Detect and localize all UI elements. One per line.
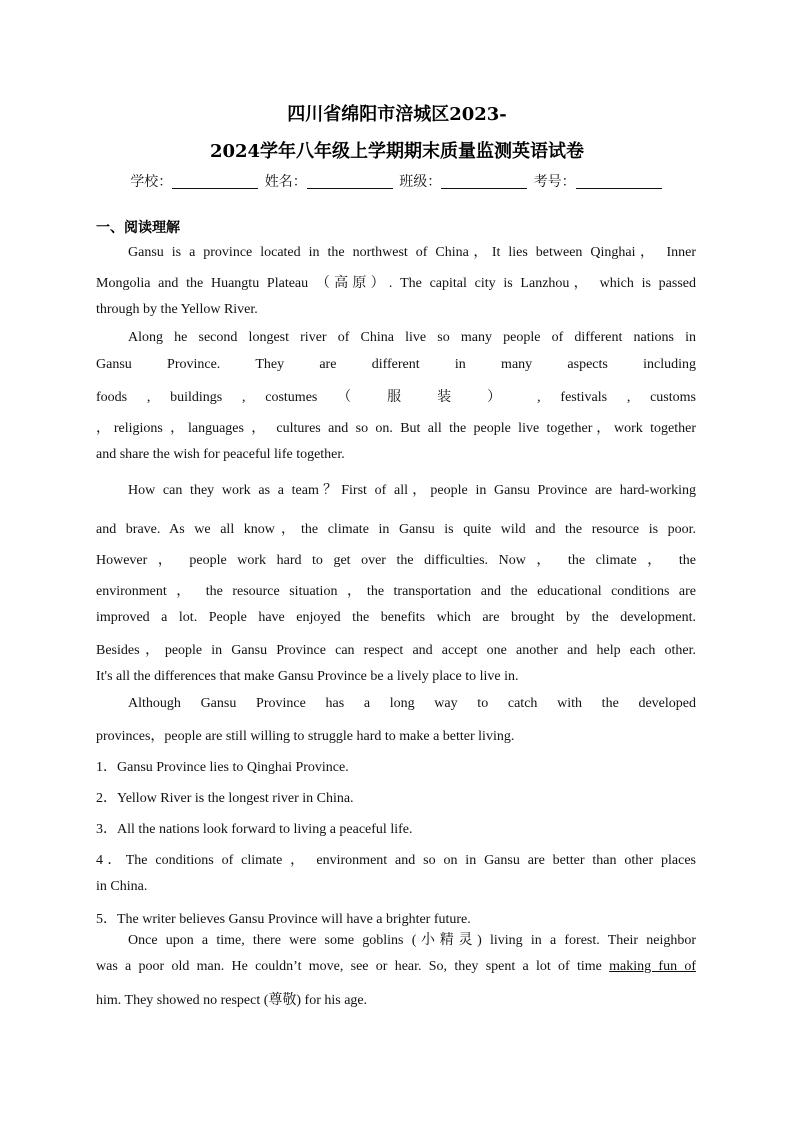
question-3: 3．All the nations look forward to living a peaceful life. bbox=[96, 822, 413, 837]
class-blank bbox=[441, 174, 527, 189]
name-blank bbox=[307, 174, 393, 189]
passage-line: Along he second longest river of China live so many people of different nations in bbox=[128, 330, 696, 345]
passage-line: It's all the differences that make Gansu Province be a lively place to live in. bbox=[96, 669, 519, 684]
passage2-line-1: Once upon a time, there were some goblins (小精灵) living in a forest. Their neighbor bbox=[128, 933, 696, 948]
question-4-continuation: in China. bbox=[96, 879, 148, 894]
student-info-row bbox=[0, 171, 794, 191]
passage-line: Mongolia and the Huangtu Plateau （高原）. The capital city is Lanzhou， which is passed bbox=[96, 276, 696, 291]
question-4: 4．The conditions of climate ， environment and so on in Gansu are better than other places bbox=[96, 853, 696, 868]
passage2-line-3: him. They showed no respect (尊敬) for his age. bbox=[96, 993, 368, 1008]
passage-line: and brave. As we all know，the climate in Gansu is quite wild and the resource is poor. bbox=[96, 522, 696, 537]
passage-line: Although Gansu Province has a long way to catch with the developed bbox=[128, 696, 696, 711]
class-label: 班级： bbox=[399, 174, 442, 190]
passage-line: Besides，people in Gansu Province can respect and accept one another and help each other. bbox=[96, 643, 696, 658]
passage-line: environment ， the resource situation ，the transportation and the educational conditions are bbox=[96, 584, 696, 599]
question-1: 1．Gansu Province lies to Qinghai Province. bbox=[96, 760, 349, 775]
passage-line: improved a lot. People have enjoyed the benefits which are brought by the development. bbox=[96, 610, 696, 625]
passage-line: provinces，people are still willing to struggle hard to make a better living. bbox=[96, 729, 515, 744]
passage-line: ，religions ，languages ， cultures and so on. But all the people live together，work together bbox=[96, 421, 696, 436]
passage-line: foods , buildings , costumes （ 服 装 ） , festivals , customs bbox=[96, 390, 696, 405]
question-2: 2．Yellow River is the longest river in China. bbox=[96, 791, 354, 806]
name-label: 姓名： bbox=[264, 174, 307, 190]
section-heading: 一、阅读理解 bbox=[96, 220, 180, 236]
passage-line: through by the Yellow River. bbox=[96, 302, 258, 317]
passage-line: and share the wish for peaceful life together. bbox=[96, 447, 345, 462]
exam-title-line-1: 四川省绵阳市涪城区2023- bbox=[287, 104, 507, 125]
exam-number-blank bbox=[576, 174, 662, 189]
passage2-line-2-text: was a poor old man. He couldn’t move, see or hear. So, they spent a lot of time bbox=[96, 959, 610, 974]
exam-title-line-2: 2024学年八年级上学期期末质量监测英语试卷 bbox=[209, 141, 585, 162]
school-label: 学校： bbox=[130, 174, 173, 190]
underlined-phrase: making fun of bbox=[609, 959, 696, 974]
passage-line: Gansu Province. They are different in many aspects including bbox=[96, 357, 696, 372]
passage-line: Gansu is a province located in the northwest of China，It lies between Qinghai， Inner bbox=[128, 245, 696, 260]
exam-number-label: 考号： bbox=[533, 174, 576, 190]
passage2-line-2 bbox=[96, 959, 696, 975]
question-5: 5．The writer believes Gansu Province will have a brighter future. bbox=[96, 912, 471, 927]
school-blank bbox=[172, 174, 258, 189]
passage-line: How can they work as a team？First of all，people in Gansu Province are hard-working bbox=[128, 483, 696, 498]
passage-line: However ， people work hard to get over the difficulties. Now ， the climate ， the bbox=[96, 553, 696, 568]
